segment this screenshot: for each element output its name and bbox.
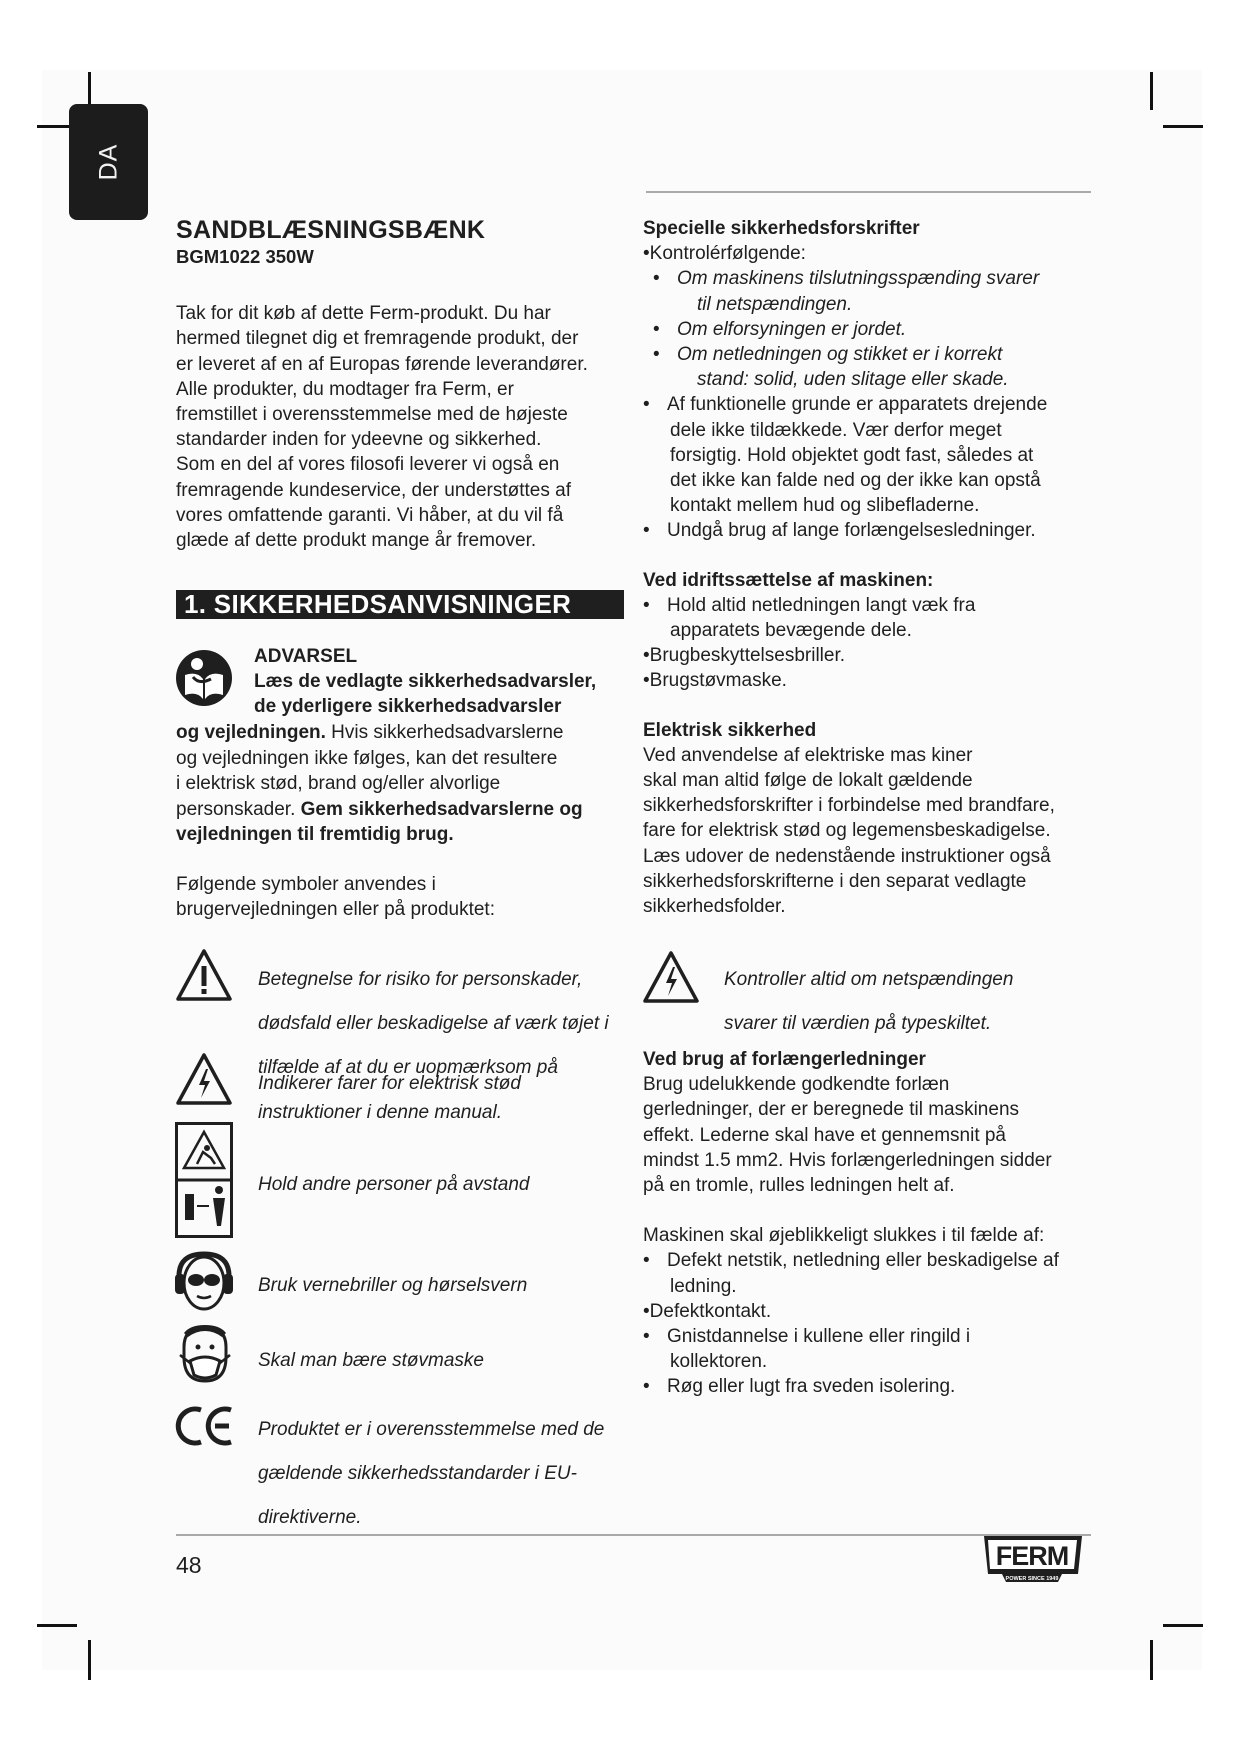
intro-line: standarder inden for ydeevne og sikkerhed. <box>176 429 542 451</box>
intro-line: Tak for dit køb af dette Ferm-produkt. Du har <box>176 303 551 325</box>
dust-mask-icon <box>176 1323 234 1385</box>
bullet-line: • Undgå brug af lange forlængelsesledninger. <box>667 520 1036 542</box>
symbol-risk-line: Betegnelse for risiko for personskader, <box>258 969 583 990</box>
logo-tagline: POWER SINCE 1949 <box>1005 1576 1059 1582</box>
check-line: • Om elforsyningen er jordet. <box>677 318 907 340</box>
check-intro: •Kontrolérfølgende: <box>643 243 806 265</box>
ce-mark-icon <box>175 1404 235 1448</box>
symbol-distance-text: Hold andre personer på avstand <box>258 1174 530 1195</box>
electric-line: fare for elektrisk stød og legemensbeskadigelse. <box>643 820 1051 842</box>
electric-line: sikkerhedsforskrifter i forbindelse med brandfare, <box>643 795 1055 817</box>
symbol-electric-text: Indikerer farer for elektrisk stød <box>258 1073 521 1094</box>
read-manual-icon <box>175 649 233 707</box>
bullet-item <box>643 593 1093 643</box>
language-tab <box>69 104 148 220</box>
check-line: • Om netledningen og stikket er i korrekt <box>677 344 1003 366</box>
special-heading: Specielle sikkerhedsforskrifter <box>643 218 920 239</box>
section-heading-wrap <box>176 590 624 619</box>
product-model: BGM1022 350W <box>176 246 314 267</box>
bullet-line: forsigtig. Hold objektet godt fast, således at <box>670 444 1034 466</box>
symbol-ce-line: Produktet er i overensstemmelse med de <box>258 1419 605 1440</box>
crop-mark-bl-h <box>37 1624 77 1627</box>
bullet-item <box>643 1324 1093 1374</box>
dot-item <box>643 643 1093 668</box>
electric-line: skal man altid følge de lokalt gældende <box>643 770 973 792</box>
ext-line: på en tromle, rulles ledningen helt af. <box>643 1175 955 1197</box>
symbol-risk-line: tilfælde af at du er uopmærksom på <box>258 1057 558 1079</box>
bullet-line: • Defekt netstik, netledning eller beskadigelse af <box>667 1250 1059 1272</box>
left-column <box>176 216 626 553</box>
intro-line: er leveret af en af Europas førende leverandører. <box>176 353 588 375</box>
bullet-line: • Af funktionelle grunde er apparatets drejende <box>667 394 1048 416</box>
crop-mark-br-h <box>1163 1624 1203 1627</box>
warning-text-span: Hvis sikkerhedsadvarslerne <box>325 722 564 743</box>
intro-line: Alle produkter, du modtager fra Ferm, er <box>176 378 514 400</box>
electric-line: sikkerhedsforskrifterne i den separat vedlagte <box>643 870 1027 892</box>
symbols-intro-line: Følgende symboler anvendes i <box>176 874 436 896</box>
voltage-note-line: svarer til værdien på typeskiltet. <box>724 1013 992 1035</box>
bullet-item <box>643 1374 1093 1399</box>
warning-bold-line: Læs de vedlagte sikkerhedsadvarsler, <box>254 671 597 693</box>
symbol-risk-text <box>258 948 638 1144</box>
symbol-risk-line: instruktioner i denne manual. <box>258 1101 502 1123</box>
product-title: SANDBLÆSNINGSBÆNK <box>176 216 486 244</box>
bullet-line: • Gnistdannelse i kullene eller ringild i <box>667 1326 971 1348</box>
bullet-item <box>643 392 1093 518</box>
voltage-note <box>724 948 1094 1055</box>
dot-text: Brugbeskyttelsesbriller. <box>649 645 846 667</box>
header-rule <box>646 191 1091 193</box>
bullet-line: • Hold altid netledningen langt væk fra <box>667 594 976 616</box>
bullet-line: dele ikke tildækkede. Vær derfor meget <box>670 419 1002 441</box>
bullet-line: kontakt mellem hud og slibefladerne. <box>670 495 980 517</box>
right-column-lower <box>643 1047 1093 1400</box>
crop-mark-bl-v <box>88 1640 91 1680</box>
ext-line: Brug udelukkende godkendte forlæn <box>643 1074 950 1096</box>
ext-line: gerledninger, der er beregnede til maskinens <box>643 1099 1020 1121</box>
crop-mark-tr-v <box>1150 72 1153 110</box>
dot-text: Defektkontakt. <box>649 1300 772 1322</box>
bullet-item <box>643 1248 1093 1298</box>
check-line: • Om maskinens tilslutningsspænding svarer <box>677 268 1040 290</box>
warning-line: vejledningen til fremtidig brug. <box>176 823 454 845</box>
intro-paragraph <box>176 301 626 553</box>
symbol-ce-line: direktiverne. <box>258 1507 362 1529</box>
symbols-intro-line: brugervejledningen eller på produktet: <box>176 899 495 921</box>
warning-line <box>176 720 636 745</box>
ext-heading: Ved brug af forlængerledninger <box>643 1049 926 1070</box>
warning-text-span: personskader. <box>176 798 301 820</box>
crop-mark-tr-h <box>1163 125 1203 128</box>
bullet-line: • Røg eller lugt fra sveden isolering. <box>667 1376 956 1398</box>
warning-triangle-icon <box>175 948 233 1002</box>
electric-shock-icon <box>175 1052 233 1106</box>
symbol-goggles-text: Bruk vernebriller og hørselsvern <box>258 1275 528 1296</box>
warning-line: og vejledningen ikke følges, kan det resultere <box>176 748 558 770</box>
crop-mark-br-v <box>1150 1640 1153 1680</box>
check-item <box>643 342 1093 392</box>
bullet-line: det ikke kan falde ned og der ikke kan opstå <box>670 470 1041 492</box>
warning-bold-span: Gem sikkerhedsadvarslerne og <box>300 798 583 820</box>
electric-line: Læs udover de nedenstående instruktioner også <box>643 845 1051 867</box>
warning-line: i elektrisk stød, brand og/eller alvorlige <box>176 773 501 795</box>
symbol-ce-text <box>258 1398 638 1550</box>
electric-line: sikkerhedsfolder. <box>643 896 786 918</box>
bullet-item <box>643 518 1093 543</box>
ext-line: effekt. Lederne skal have et gennemsnit på <box>643 1124 1007 1146</box>
section-heading: 1. SIKKERHEDSANVISNINGER <box>176 590 624 619</box>
intro-line: glæde af dette produkt mange år fremover. <box>176 530 537 552</box>
symbol-ce-line: gældende sikkerhedsstandarder i EU- <box>258 1463 577 1485</box>
dot-text: Brugstøvmaske. <box>649 670 787 692</box>
goggles-hearing-icon <box>173 1250 235 1312</box>
warning-bold-span: og vejledningen. <box>176 722 326 743</box>
intro-line: vores omfattende garanti. Vi håber, at du vil få <box>176 504 564 526</box>
warning-bold-line: de yderligere sikkerhedsadvarsler <box>254 696 562 718</box>
intro-line: Som en del af vores filosofi leverer vi også en <box>176 454 560 476</box>
startup-heading: Ved idriftssættelse af maskinen: <box>643 569 934 591</box>
warning-block <box>254 644 634 720</box>
bullet-line: kollektoren. <box>670 1351 768 1373</box>
intro-line: fremragende kundeservice, der understøttes af <box>176 479 571 501</box>
ext-line: mindst 1.5 mm2. Hvis forlængerledningen sidder <box>643 1149 1052 1171</box>
page-number: 48 <box>176 1552 202 1578</box>
logo-text: FERM <box>995 1541 1069 1571</box>
intro-line: hermed tilegnet dig et fremragende produkt, der <box>176 328 579 350</box>
bullet-line: apparatets bevægende dele. <box>670 620 912 642</box>
electric-line: Ved anvendelse af elektriske mas kiner <box>643 744 973 766</box>
language-code: DA <box>94 143 122 181</box>
keep-distance-icon <box>175 1122 233 1238</box>
symbol-risk-line: dødsfald eller beskadigelse af værk tøjet i <box>258 1013 609 1035</box>
voltage-note-line: Kontroller altid om netspændingen <box>724 969 1014 990</box>
check-line: stand: solid, uden slitage eller skade. <box>697 369 1009 391</box>
intro-line: fremstillet i overensstemmelse med de højeste <box>176 404 568 426</box>
symbol-dustmask-text: Skal man bære støvmaske <box>258 1350 484 1371</box>
check-item <box>643 266 1093 316</box>
bullet-line: ledning. <box>670 1275 737 1297</box>
check-item <box>643 317 1093 342</box>
electric-shock-icon <box>642 950 700 1004</box>
dot-item <box>643 1299 1093 1324</box>
warning-title: ADVARSEL <box>254 646 358 667</box>
warning-continued <box>176 720 636 922</box>
electric-heading: Elektrisk sikkerhed <box>643 719 817 741</box>
dot-item <box>643 668 1093 693</box>
right-column <box>643 216 1093 919</box>
stop-intro: Maskinen skal øjeblikkeligt slukkes i til fælde af: <box>643 1225 1045 1247</box>
footer-rule <box>176 1534 1091 1536</box>
ferm-logo <box>978 1534 1086 1584</box>
warning-line <box>176 797 636 822</box>
check-line: til netspændingen. <box>697 293 853 315</box>
